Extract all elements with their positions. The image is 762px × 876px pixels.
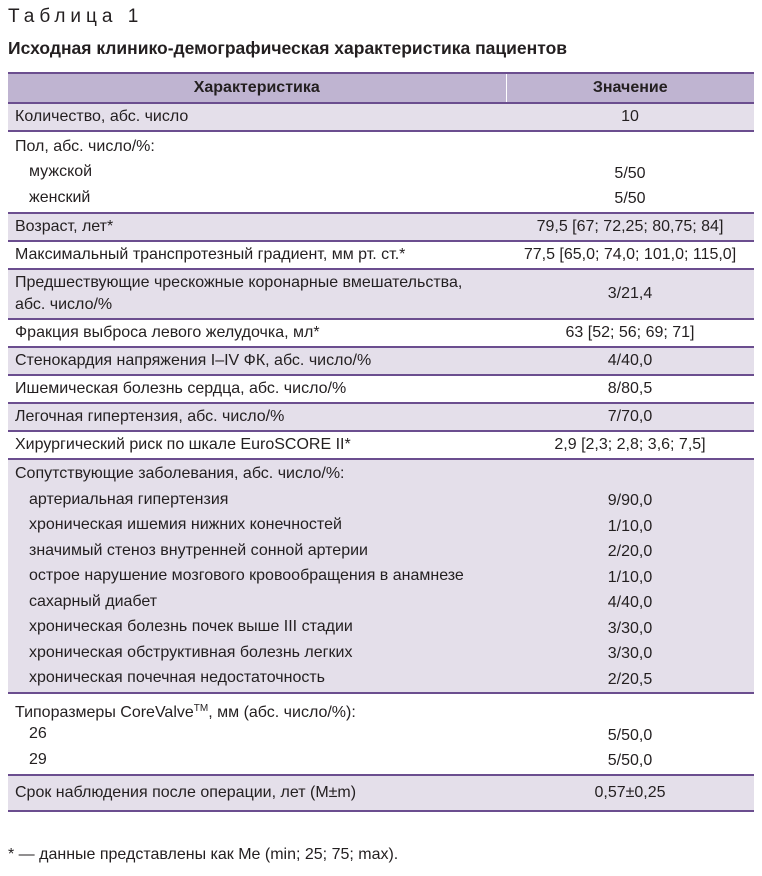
table-header-row (8, 73, 754, 103)
table-row (8, 375, 754, 403)
sub-item-label: хроническая обструктивная болезнь легких (29, 643, 353, 661)
row-value: 3/21,4 (506, 269, 754, 319)
row-value: 63 [52; 56; 69; 71] (506, 319, 754, 347)
row-label: Возраст, лет* (8, 213, 506, 241)
group-labels (8, 131, 506, 213)
table-row (8, 213, 754, 241)
sub-item-value: 2/20,5 (607, 670, 653, 688)
row-label: Хирургический риск по шкале EuroSCORE II* (8, 431, 506, 459)
group-label (15, 696, 502, 722)
column-header-characteristic: Характеристика (8, 73, 506, 103)
table-row (8, 431, 754, 459)
sub-item-label: артериальная гипертензия (29, 490, 229, 508)
table-row-group (8, 459, 754, 694)
row-value: 4/40,0 (506, 347, 754, 375)
table-row (8, 269, 754, 319)
group-label-text: , мм (абс. число/%): (208, 703, 356, 721)
sub-item-label: 26 (29, 725, 47, 742)
group-value-spacer (506, 463, 754, 489)
sub-item-value: 5/50 (614, 164, 646, 182)
patient-characteristics-table (8, 72, 754, 812)
row-label: Фракция выброса левого желудочка, мл* (8, 319, 506, 347)
table-row (8, 775, 754, 811)
table-row (8, 241, 754, 269)
row-label: Легочная гипертензия, абс. число/% (8, 403, 506, 431)
group-label: Пол, абс. число/%: (15, 137, 155, 155)
column-header-value: Значение (506, 73, 754, 103)
sub-item-value: 2/20,0 (607, 543, 653, 560)
table-footnote: * — данные представлены как Me (min; 25; 75; max). (8, 846, 399, 863)
sub-item-label: хроническая болезнь почек выше III стадии (29, 618, 353, 635)
row-label: Срок наблюдения после операции, лет (M±m) (8, 775, 506, 811)
sub-item-value: 3/30,0 (607, 619, 653, 637)
sub-item-label: острое нарушение мозгового кровообращения в анамнезе (29, 567, 464, 584)
row-label: Стенокардия напряжения I–IV ФК, абс. число/% (8, 347, 506, 375)
sub-item-value: 1/10,0 (607, 517, 653, 535)
sub-item-value: 5/50,0 (607, 726, 653, 744)
row-label: Количество, абс. число (8, 103, 506, 131)
row-label-line: абс. число/% (15, 295, 113, 313)
row-label: Ишемическая болезнь сердца, абс. число/% (8, 375, 506, 403)
table-row (8, 403, 754, 431)
row-label-line: Предшествующие чрескожные коронарные вмешательства, (15, 273, 463, 291)
table-label: Таблица 1 (8, 6, 144, 27)
table-row-group (8, 693, 754, 775)
row-label (8, 269, 506, 319)
sub-item-label: сахарный диабет (29, 592, 158, 610)
row-value: 0,57±0,25 (506, 775, 754, 811)
table-row (8, 347, 754, 375)
sub-item-label: мужской (29, 163, 93, 180)
group-values (506, 693, 754, 775)
sub-item-label: хроническая почечная недостаточность (29, 669, 325, 686)
sub-item-value: 9/90,0 (607, 492, 653, 509)
table-row (8, 103, 754, 131)
row-value: 8/80,5 (506, 375, 754, 403)
sub-item-label: хроническая ишемия нижних конечностей (29, 516, 342, 533)
group-labels (8, 693, 506, 775)
group-value-spacer (506, 697, 754, 723)
table-row (8, 319, 754, 347)
row-value: 77,5 [65,0; 74,0; 101,0; 115,0] (506, 241, 754, 269)
sub-item-value: 1/10,0 (607, 568, 653, 586)
trademark-superscript: TM (193, 702, 209, 714)
sub-item-value: 5/50,0 (607, 752, 653, 769)
row-value: 79,5 [67; 72,25; 80,75; 84] (506, 213, 754, 241)
sub-item-value: 4/40,0 (607, 594, 653, 611)
table-title: Исходная клинико-демографическая характеристика пациентов (8, 38, 568, 58)
group-label-text: Типоразмеры CoreValve (15, 703, 194, 721)
group-values (506, 459, 754, 694)
sub-item-value: 3/30,0 (607, 645, 653, 662)
group-label: Сопутствующие заболевания, абс. число/%: (15, 465, 345, 482)
row-value: 7/70,0 (506, 403, 754, 431)
row-label: Максимальный транспротезный градиент, мм рт. ст.* (8, 241, 506, 269)
sub-item-label: значимый стеноз внутренней сонной артерии (29, 541, 368, 559)
table-row-group (8, 131, 754, 213)
sub-item-label: женский (29, 188, 91, 206)
row-value: 10 (506, 103, 754, 131)
group-values (506, 131, 754, 213)
group-value-spacer (506, 135, 754, 161)
sub-item-label: 29 (29, 750, 47, 768)
group-labels (8, 459, 506, 694)
row-value: 2,9 [2,3; 2,8; 3,6; 7,5] (506, 431, 754, 459)
sub-item-value: 5/50 (614, 190, 646, 207)
